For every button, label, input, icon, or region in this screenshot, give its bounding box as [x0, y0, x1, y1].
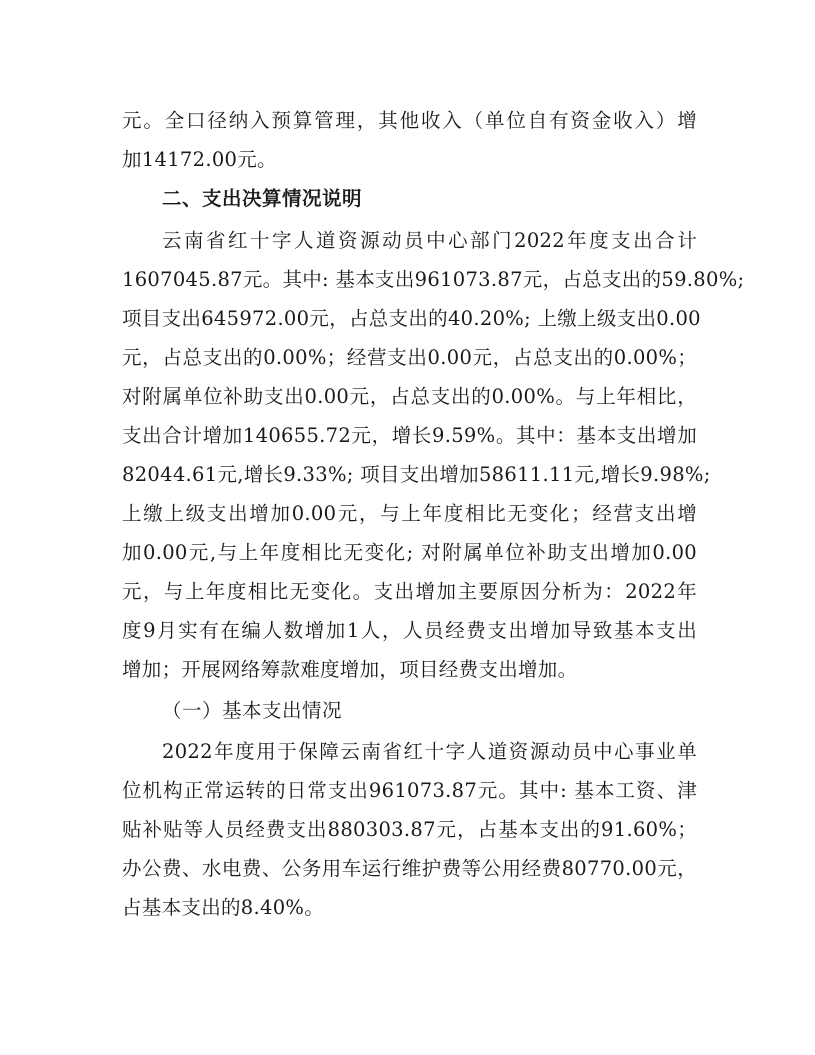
- paragraph-line: 对附属单位补助支出0.00元，占总支出的0.00%。与上年相比，: [122, 385, 697, 408]
- subsection-heading: （一）基本支出情况: [162, 699, 343, 722]
- paragraph-line: 办公费、水电费、公务用车运行维护费等公用经费80770.00元，: [122, 857, 697, 880]
- paragraph-line: 贴补贴等人员经费支出880303.87元，占基本支出的91.60%；: [122, 818, 697, 841]
- paragraph-line: 元，与上年度相比无变化。支出增加主要原因分析为：2022年: [122, 580, 697, 603]
- paragraph-line: 加14172.00元。: [122, 148, 277, 171]
- paragraph-line: 2022年度用于保障云南省红十字人道资源动员中心事业单: [162, 740, 697, 763]
- paragraph-line: 占基本支出的8.40%。: [122, 896, 325, 919]
- paragraph-line: 支出合计增加140655.72元，增长9.59%。其中：基本支出增加: [122, 424, 697, 447]
- paragraph-line: 加0.00元,与上年度相比无变化; 对附属单位补助支出增加0.00: [122, 541, 697, 564]
- paragraph-line: 元。全口径纳入预算管理，其他收入（单位自有资金收入）增: [122, 109, 697, 132]
- paragraph-line: 上缴上级支出增加0.00元，与上年度相比无变化；经营支出增: [122, 502, 697, 525]
- paragraph-line: 1607045.87元。其中: 基本支出961073.87元，占总支出的59.80%;: [122, 268, 745, 291]
- paragraph-line: 元，占总支出的0.00%；经营支出0.00元，占总支出的0.00%；: [122, 346, 697, 369]
- paragraph-line: 82044.61元,增长9.33%; 项目支出增加58611.11元,增长9.98%;: [122, 463, 711, 486]
- paragraph-line: 位机构正常运转的日常支出961073.87元。其中: 基本工资、津: [122, 779, 697, 802]
- paragraph-line: 云南省红十字人道资源动员中心部门2022年度支出合计: [162, 229, 697, 252]
- paragraph-line: 增加；开展网络筹款难度增加，项目经费支出增加。: [122, 658, 578, 681]
- section-heading: 二、支出决算情况说明: [162, 187, 363, 210]
- paragraph-line: 项目支出645972.00元，占总支出的40.20%; 上缴上级支出0.00: [122, 307, 701, 330]
- paragraph-line: 度9月实有在编人数增加1人，人员经费支出增加导致基本支出: [122, 619, 697, 642]
